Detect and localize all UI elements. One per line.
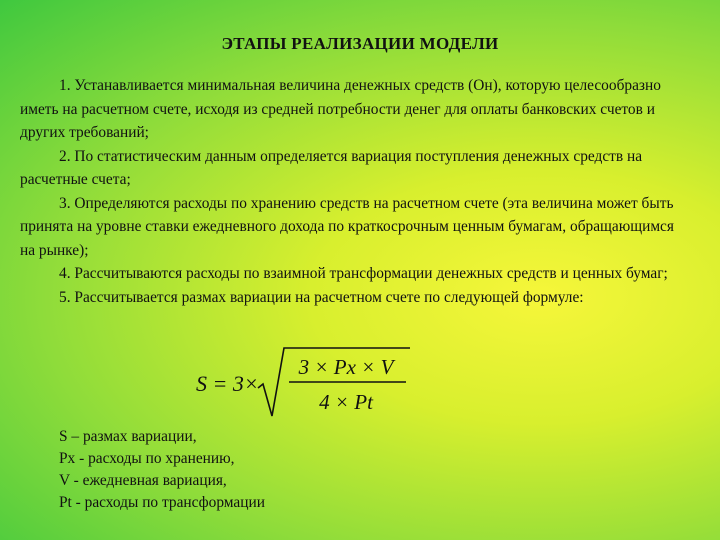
definitions-list <box>59 426 265 514</box>
definition-pt: Pt - расходы по трансформации <box>59 494 265 511</box>
definition-v: V - ежедневная вариация, <box>59 472 227 489</box>
formula-numerator: 3 × Px × V <box>298 355 394 379</box>
step-3: 3. Определяются расходы по хранению средств на расчетном счете (эта величина может быть принята на уровне ставки ежедневного дохода по краткосрочным ценным бумагам, обращающимся на рынке); <box>20 194 674 259</box>
variation-formula <box>196 346 416 424</box>
steps-text <box>20 74 688 309</box>
step-4: 4. Рассчитываются расходы по взаимной трансформации денежных средств и ценных бумаг; <box>59 265 668 282</box>
formula-lhs: S = 3× <box>196 371 259 396</box>
definition-s: S – размах вариации, <box>59 428 197 445</box>
formula-denominator: 4 × Pt <box>319 390 373 414</box>
step-2: 2. По статистическим данным определяется вариация поступления денежных средств на расчетные счета; <box>20 147 643 188</box>
definition-px: Px - расходы по хранению, <box>59 450 235 467</box>
step-5: 5. Рассчитывается размах вариации на расчетном счете по следующей формуле: <box>59 288 584 306</box>
slide-title: ЭТАПЫ РЕАЛИЗАЦИИ МОДЕЛИ <box>221 34 499 53</box>
step-1: 1. Устанавливается минимальная величина денежных средств (Он), которую целесообразно иметь на расчетном счете, исходя из средней потребности денег для оплаты банковских счетов и других требований; <box>20 77 661 141</box>
